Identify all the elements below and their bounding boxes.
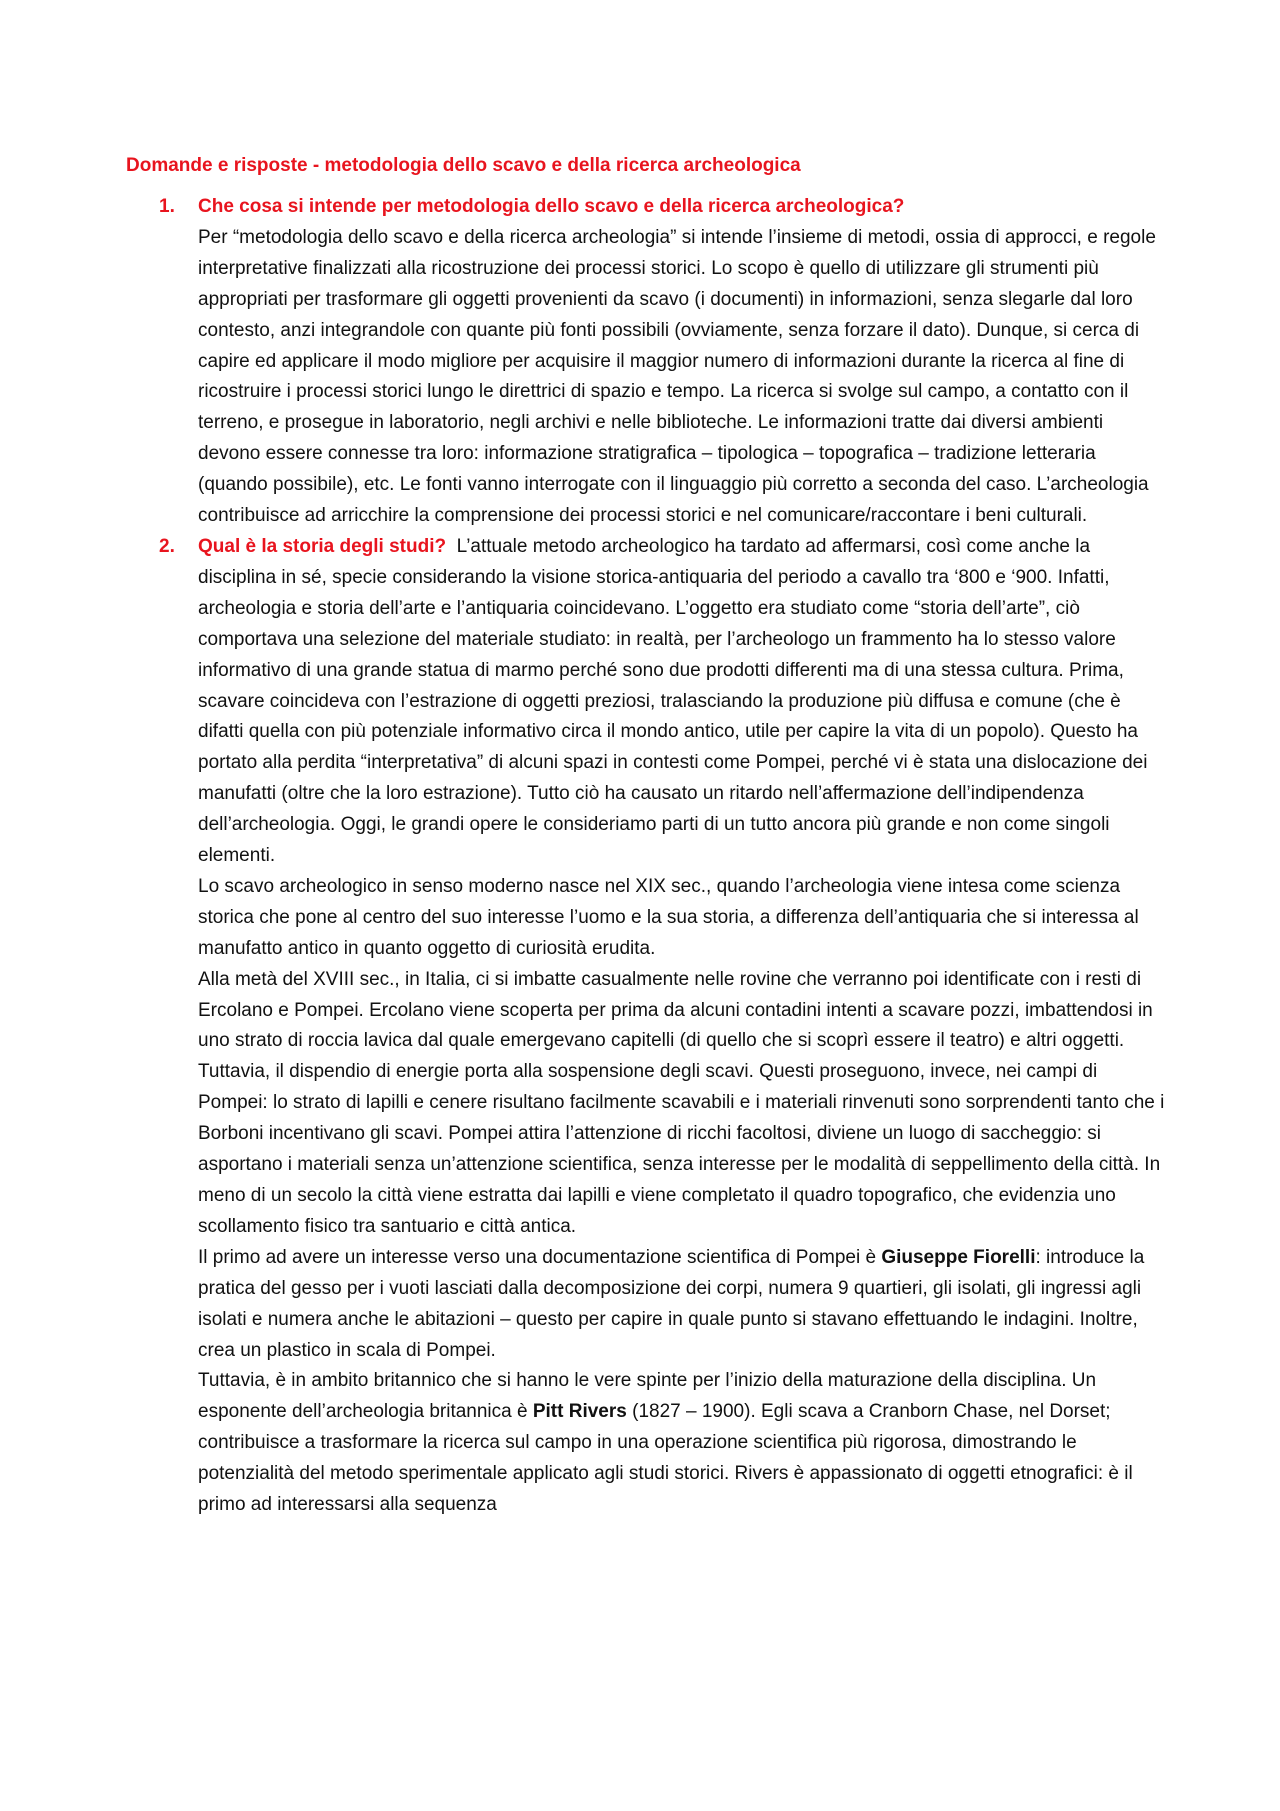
answer-text: Il primo ad avere un interesse verso una documentazione scientifica di Pompei è <box>198 1246 877 1268</box>
question-list <box>126 192 1166 1521</box>
question-item-1 <box>126 192 1166 532</box>
answer-text: : introduce la pratica del gesso per i vuoti lasciati dalla decomposizione dei corpi, numera 9 quartieri, gli isolati, gli ingressi agli isolati e numera anche le abitazioni – questo per capire in quale punto si stavano effettuando le indagini. Inoltre, crea un plastico in scala di Pompei. <box>198 1246 1145 1361</box>
person-name: Pitt Rivers <box>532 1401 627 1423</box>
answer-paragraph: Per “metodologia dello scavo e della ricerca archeologia” si intende l’insieme di metodi, ossia di approcci, e regole interpretative finalizzati alla ricostruzione dei processi storici. Lo scopo è quello di utilizzare gli strumenti più appropriati per trasformare gli oggetti provenienti da scavo (i documenti) in informazioni, senza slegarle dal loro contesto, anzi integrandole con quante più fonti possibili (ovviamente, senza forzare il dato). Dunque, si cerca di capire ed applicare il modo migliore per acquisire il maggior numero di informazioni durante la ricerca al fine di ricostruire i processi storici lungo le direttrici di spazio e tempo. La ricerca si svolge sul campo, a contatto con il terreno, e prosegue in laboratorio, negli archivi e nelle biblioteche. Le informazioni tratte dai diversi ambienti devono essere connesse tra loro: informazione stratigrafica – tipologica – topografica – tradizione letteraria (quando possibile), etc. Le fonti vanno interrogate con il linguaggio più corretto a seconda del caso. L’archeologia contribuisce ad arricchire la comprensione dei processi storici e nel comunicare/raccontare i beni culturali. <box>198 226 1156 527</box>
question-number: 2. <box>159 535 175 557</box>
answer-text: (1827 – 1900). Egli scava a Cranborn Chase, nel Dorset; contribuisce a trasformare la ricerca sul campo in una operazione scientifica più rigorosa, dimostrando le potenzialità del metodo sperimentale applicato agli studi storici. Rivers è appassionato di oggetti etnografici: è il primo ad interessarsi alla sequenza <box>198 1401 1133 1516</box>
document-title: Domande e risposte - metodologia dello scavo e della ricerca archeologica <box>126 155 801 176</box>
question-item-2 <box>126 532 1166 1521</box>
answer-text: Tuttavia, è in ambito britannico che si hanno le vere spinte per l’inizio della maturazione della disciplina. Un esponente dell’archeologia britannica è <box>198 1370 1097 1423</box>
answer-paragraph <box>198 1366 1166 1521</box>
question-heading: Qual è la storia degli studi? <box>198 535 447 557</box>
answer-text: L’attuale metodo archeologico ha tardato ad affermarsi, così come anche la disciplina in sé, specie considerando la visione storica-antiquaria del periodo a cavallo tra ‘800 e ‘900. Infatti, archeologia e storia dell’arte e l’antiquaria coincidevano. L’oggetto era studiato come “storia dell’arte”, ciò comportava una selezione del materiale studiato: in realtà, per l’archeologo un frammento ha lo stesso valore informativo di una grande statua di marmo perché sono due prodotti differenti ma di una stessa cultura. Prima, scavare coincideva con l’estrazione di oggetti preziosi, tralasciando la produzione più diffusa e comune (che è difatti quella con più potenziale informativo circa il mondo antico, utile per capire la vita di un popolo). Questo ha portato alla perdita “interpretativa” di alcuni spazi in contesti come Pompei, perché vi è stata una dislocazione dei manufatti (oltre che la loro estrazione). Tutto ciò ha causato un ritardo nell’affermazione dell’indipendenza dell’archeologia. Oggi, le grandi opere le consideriamo parti di un tutto ancora più grande e non come singoli elementi. <box>198 535 1148 867</box>
answer-paragraph <box>198 532 1166 872</box>
question-number: 1. <box>159 196 175 217</box>
person-name: Giuseppe Fiorelli <box>881 1246 1036 1268</box>
answer-paragraph: Alla metà del XVIII sec., in Italia, ci si imbatte casualmente nelle rovine che verranno poi identificate con i resti di Ercolano e Pompei. Ercolano viene scoperta per prima da alcuni contadini intenti a scavare pozzi, imbattendosi in uno strato di roccia lavica dal quale emergevano capitelli (di quello che si scoprì essere il teatro) e altri oggetti. Tuttavia, il dispendio di energie porta alla sospensione degli scavi. Questi proseguono, invece, nei campi di Pompei: lo strato di lapilli e cenere risultano facilmente scavabili e i materiali rinvenuti sono sorprendenti tanto che i Borboni incentivano gli scavi. Pompei attira l’attenzione di ricchi facoltosi, diviene un luogo di saccheggio: si asportano i materiali senza un’attenzione scientifica, senza interesse per le modalità di seppellimento della città. In meno di un secolo la città viene estratta dai lapilli e viene completato il quadro topografico, che evidenzia uno scollamento fisico tra santuario e città antica. <box>198 968 1165 1237</box>
answer-paragraph <box>198 1243 1166 1367</box>
question-heading: Che cosa si intende per metodologia dello scavo e della ricerca archeologica? <box>198 196 905 217</box>
answer-paragraph: Lo scavo archeologico in senso moderno nasce nel XIX sec., quando l’archeologia viene intesa come scienza storica che pone al centro del suo interesse l’uomo e la sua storia, a differenza dell’antiquaria che si interessa al manufatto antico in quanto oggetto di curiosità erudita. <box>198 875 1139 959</box>
